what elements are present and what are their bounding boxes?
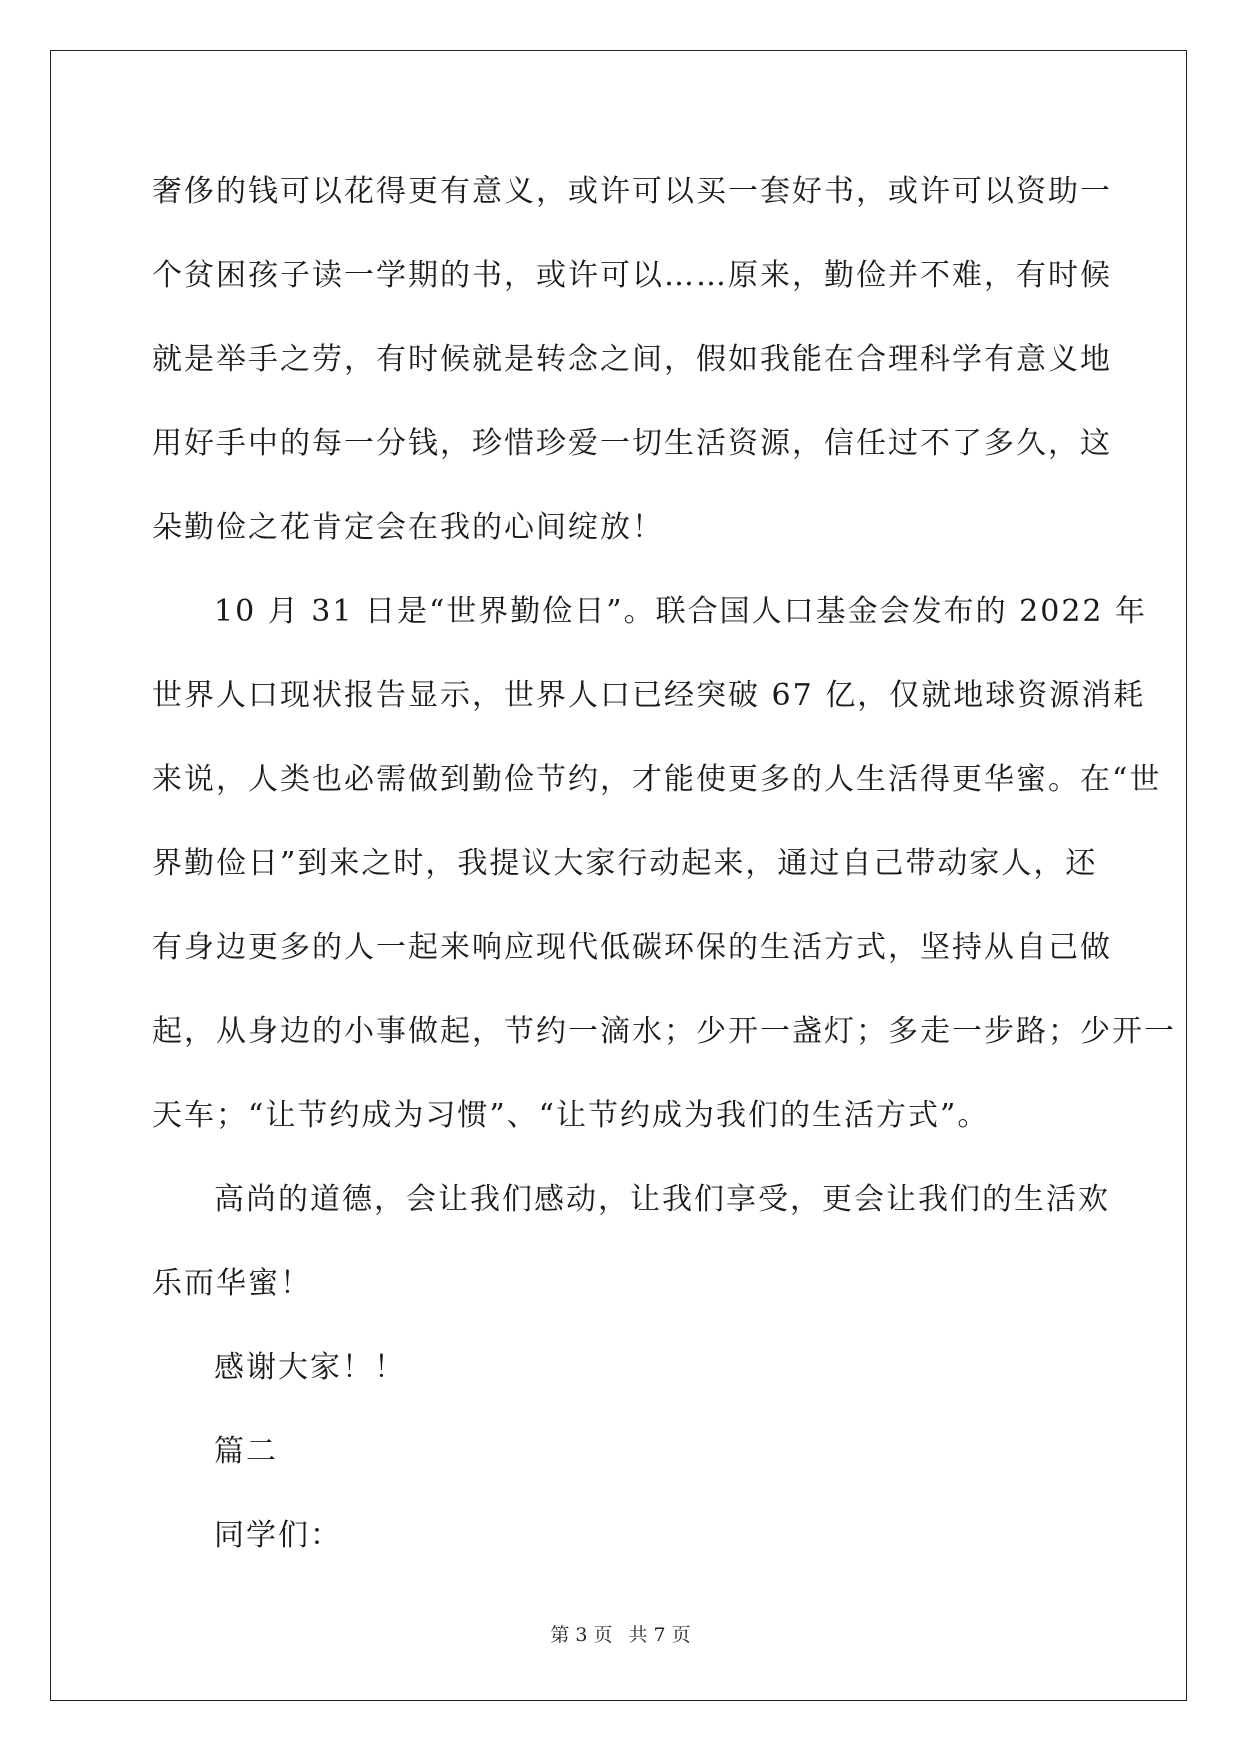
document-body [152,150,1176,1578]
page-total: 共 7 页 [628,1624,691,1646]
page-number: 第 3 页 [550,1624,613,1646]
text-line: 感谢大家！！ [214,1350,406,1385]
text-line: 世界人口现状报告显示，世界人口已经突破 67 亿，仅就地球资源消耗 [152,678,1146,713]
section-heading: 篇二 [214,1434,278,1469]
text-line: 10 月 31 日是“世界勤俭日”。联合国人口基金会发布的 2022 年 [214,594,1148,629]
text-line: 乐而华蜜！ [152,1266,312,1301]
text-line: 来说，人类也必需做到勤俭节约，才能使更多的人生活得更华蜜。在“世 [152,762,1162,797]
text-line: 起，从身边的小事做起，节约一滴水；少开一盏灯；多走一步路；少开一 [152,1014,1176,1049]
text-line: 个贫困孩子读一学期的书，或许可以……原来，勤俭并不难，有时候 [152,258,1112,293]
text-line: 有身边更多的人一起来响应现代低碳环保的生活方式，坚持从自己做 [152,930,1112,965]
text-line: 高尚的道德，会让我们感动，让我们享受，更会让我们的生活欢 [214,1182,1110,1217]
page-footer [0,1620,1241,1647]
text-line: 用好手中的每一分钱，珍惜珍爱一切生活资源，信任过不了多久，这 [152,426,1112,461]
text-line: 界勤俭日”到来之时，我提议大家行动起来，通过自己带动家人，还 [152,846,1098,881]
salutation: 同学们： [214,1518,342,1553]
text-line: 奢侈的钱可以花得更有意义，或许可以买一套好书，或许可以资助一 [152,174,1112,209]
text-line: 朵勤俭之花肯定会在我的心间绽放！ [152,510,664,545]
text-line: 天车；“让节约成为习惯”、“让节约成为我们的生活方式”。 [152,1098,990,1133]
text-line: 就是举手之劳，有时候就是转念之间，假如我能在合理科学有意义地 [152,342,1112,377]
